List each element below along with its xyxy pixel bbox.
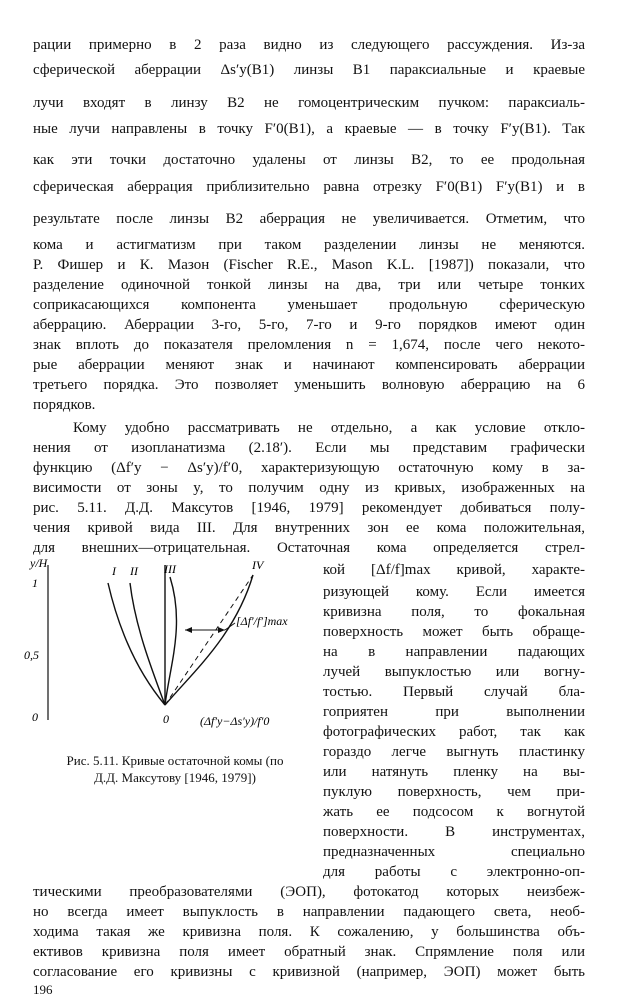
annotation-leader — [225, 623, 235, 630]
text-line: соприкасающихся компонента уменьшает продольную сферическую — [33, 297, 585, 313]
text-line: аберрацию. Аберрации 3-го, 5-го, 7-го и 9-го порядков имеют один — [33, 317, 585, 333]
text-line: лучей выпуклостью или вогну- — [323, 664, 585, 680]
text-line: лучи входят в линзу B2 не гомоцентрическим пучком: параксиаль- — [33, 95, 585, 111]
text-line: тостью. Первый случай бла- — [323, 684, 585, 700]
text-line: пуклую поверхность, чем при- — [323, 784, 585, 800]
text-line: разделение одиночной тонкой линзы на два, три или четыре тонких — [33, 277, 585, 293]
text-line: гораздо легче выгнуть пластинку — [323, 744, 585, 760]
curve-ii — [130, 583, 165, 705]
text-line: Кому удобно рассматривать не отдельно, а как условие откло- — [73, 420, 585, 436]
figure-coma-curves — [20, 555, 320, 755]
y-axis-label: y/H — [30, 556, 48, 570]
text-line: функцию (Δf′y − Δs′y)/f′0, характеризующую остаточную кому в за- — [33, 460, 585, 476]
curve-iii — [165, 577, 176, 705]
text-line: но всегда имеет выпуклость в направлении падающего света, необ- — [33, 904, 585, 920]
text-line: тическими преобразователями (ЭОП), фотокатод которых неизбеж- — [33, 884, 585, 900]
text-line: рис. 5.11. Д.Д. Максутов [1946, 1979] рекомендует добиваться полу- — [33, 500, 585, 516]
y-tick-label-05: 0,5 — [24, 648, 39, 662]
text-line: или натянуть пленку на вы- — [323, 764, 585, 780]
text-line: ризующей кому. Если имеется — [323, 584, 585, 600]
page-number: 196 — [33, 982, 53, 997]
x-origin-label: 0 — [163, 712, 169, 726]
caption-line-2: Д.Д. Максутову [1946, 1979]) — [94, 770, 256, 785]
curve-label-ii: II — [130, 564, 138, 578]
curve-i — [108, 583, 165, 705]
text-line: жать ее подсосом к вогнутой — [323, 804, 585, 820]
text-line: нения от изопланатизма (2.18′). Если мы представим графически — [33, 440, 585, 456]
text-line: предназначенных специально — [323, 844, 585, 860]
text-line: знак вплоть до показателя преломления n = 1,674, после чего некото- — [33, 337, 585, 353]
curve-label-i: I — [112, 564, 116, 578]
text-line: сферической аберрации Δs′y(B1) линзы B1 параксиальные и краевые — [33, 62, 585, 78]
text-line: на в направлении падающих — [323, 644, 585, 660]
curve-label-iv: IV — [252, 558, 264, 572]
figure-caption — [40, 752, 310, 786]
text-line: ективов кривизна поля имеет обратный знак. Спрямление поля или — [33, 944, 585, 960]
text-line: результате после линзы B2 аберрация не увеличивается. Отметим, что — [33, 211, 585, 227]
text-line: кой [Δf/f]max кривой, характе- — [323, 562, 585, 578]
text-line: гоприятен при выполнении — [323, 704, 585, 720]
dashed-tangent — [165, 575, 253, 705]
annotation-label: [Δf′/f′]max — [236, 614, 288, 628]
text-line: поверхности. В инструментах, — [323, 824, 585, 840]
x-axis-label: (Δf′y−Δs′y)/f′0 — [200, 714, 270, 728]
text-line: как эти точки достаточно удалены от линзы B2, то ее продольная — [33, 152, 585, 168]
text-line: чения кривой вида III. Для внутренних зон ее кома положительная, — [33, 520, 585, 536]
text-line: Р. Фишер и К. Мазон (Fischer R.E., Mason K.L. [1987]) показали, что — [33, 257, 585, 273]
text-line: ные лучи направлены в точку F′0(B1), а краевые — в точку F′y(B1). Так — [33, 121, 585, 137]
text-line: рации примерно в 2 раза видно из следующего рассуждения. Из-за — [33, 37, 585, 53]
y-tick-label-0: 0 — [32, 710, 38, 724]
text-line: третьего порядка. Это позволяет уменьшить волновую аберрацию на 6 — [33, 377, 585, 393]
text-line: ходима такая же кривизна поля. К сожалению, у большинства объ- — [33, 924, 585, 940]
text-line: поверхность может быть обраще- — [323, 624, 585, 640]
text-line: кома и астигматизм при таком разделении линзы не меняются. — [33, 237, 585, 253]
text-line: порядков. — [33, 397, 96, 413]
caption-line-1: Рис. 5.11. Кривые остаточной комы (по — [66, 753, 284, 768]
text-line: кривизна поля, то фокальная — [323, 604, 585, 620]
text-line: для внешних—отрицательная. Остаточная кома определяется стрел- — [33, 540, 585, 556]
y-tick-label-1: 1 — [32, 576, 38, 590]
text-line: согласование его кривизны с кривизной (например, ЭОП) может быть — [33, 964, 585, 980]
annotation-arrow-head-right — [218, 627, 225, 633]
text-line: рые аберрации меняют знак и начинают компенсировать аберрации — [33, 357, 585, 373]
annotation-arrow-head-left — [185, 627, 192, 633]
curve-label-iii: III — [164, 562, 176, 576]
text-line: сферическая аберрация приблизительно равна отрезку F′0(B1) F′y(B1) и в — [33, 179, 585, 195]
text-line: висимости от зоны y, то получим одну из кривых, изображенных на — [33, 480, 585, 496]
text-line: фотографических работ, так как — [323, 724, 585, 740]
text-line: для работы с электронно-оп- — [323, 864, 585, 880]
